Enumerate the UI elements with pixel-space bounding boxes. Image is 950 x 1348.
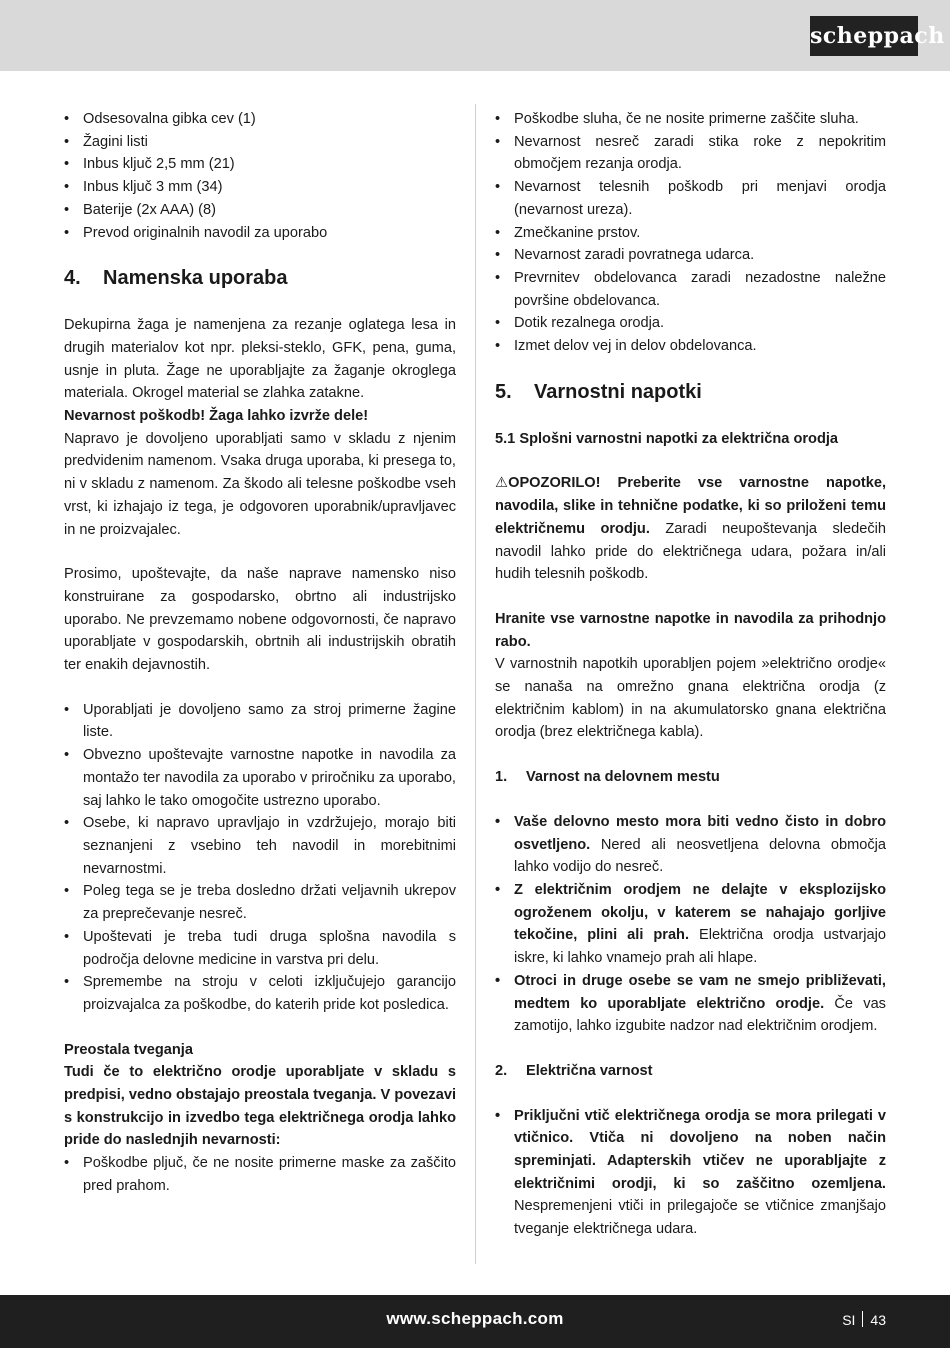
section-number: 5.: [495, 380, 512, 403]
list-item-normal: Če vas zamotijo, lahko izgubite nadzor nad električnim orodjem.: [514, 995, 886, 1035]
list-item: • Zmečkanine prstov.: [495, 222, 886, 245]
page-separator: [862, 1311, 863, 1327]
list-item: • Izmet delov vej in delov obdelovanca.: [495, 335, 886, 358]
paragraph: V varnostnih napotkih uporabljen pojem »električno orodje« se nanaša na omrežno gnana električna orodja (z električnim kablom) in na akumulatorsko gnana električna orodja (brez električnega kabla).: [495, 656, 886, 741]
list-item: • Prevrnitev obdelovanca zaradi nezadostne naležne površine obdelovanca.: [495, 267, 886, 312]
section-5-heading: [495, 380, 886, 404]
language-code: SI: [842, 1312, 856, 1328]
list-item-bold: Vaše delovno mesto mora biti vedno čisto in dobro osvetljeno.: [514, 813, 886, 853]
list-item: • Poleg tega se je treba dosledno držati veljavnih ukrepov za preprečevanje nesreč.: [64, 880, 456, 925]
list-item: • Inbus ključ 3 mm (34): [64, 176, 456, 199]
warning-text: Nevarnost poškodb! Žaga lahko izvrže dele!: [64, 408, 369, 425]
subsection-number: 1.: [495, 769, 508, 786]
list-item: • Prevod originalnih navodil za uporabo: [64, 222, 456, 245]
list-item: • Upoštevati je treba tudi druga splošna navodila s področja delovne medicine in varstva pri delu.: [64, 926, 456, 971]
page-indicator: [842, 1311, 886, 1328]
list-item: • Nevarnost nesreč zaradi stika roke z nepokritim območjem rezanja orodja.: [495, 131, 886, 176]
usage-list: [64, 699, 456, 1017]
electrical-safety-list: [495, 1105, 886, 1241]
subsection-1-heading: [495, 766, 886, 789]
section-title: Varnostni napotki: [534, 380, 702, 403]
risks-list-continued: [495, 108, 886, 358]
page-header: [0, 0, 950, 71]
subsection-title: Električna varnost: [526, 1062, 653, 1079]
brand-logo: scheppach: [810, 16, 918, 56]
section-number: 4.: [64, 267, 81, 290]
list-item: • Odsesovalna gibka cev (1): [64, 108, 456, 131]
page-number: 43: [870, 1312, 886, 1328]
right-column: [495, 108, 886, 1241]
warning-icon: ⚠: [495, 475, 509, 492]
residual-risks-title: Preostala tveganja: [64, 1041, 193, 1058]
residual-risks-text: Tudi če to električno orodje uporabljate v skladu s predpisi, vedno obstajajo preostala tveganja. V povezavi s konstrukcijo in izvedbo tega električnega orodja lahko pride do naslednjih nevarnosti:: [64, 1064, 456, 1149]
list-item: [495, 1105, 886, 1241]
list-item: • Uporabljati je dovoljeno samo za stroj primerne žagine liste.: [64, 699, 456, 744]
list-item-bold: Priključni vtič električnega orodja se mora prilegati v vtičnico. Vtiča ni dovoljeno na noben način spreminjati. Adapterskih vtičev ne uporabljajte z električnimi orodji, ki so zaščitno ozemljena.: [514, 1107, 886, 1192]
list-item: • Nevarnost zaradi povratnega udarca.: [495, 244, 886, 267]
risks-list: [64, 1152, 456, 1197]
list-item-normal: Nespremenjeni vtiči in prilegajoče se vtičnice zmanjšajo tveganje električnega udara.: [514, 1198, 886, 1238]
website-link[interactable]: www.scheppach.com: [386, 1309, 564, 1328]
subsection-number: 2.: [495, 1062, 508, 1079]
list-item: [495, 970, 886, 1038]
subsection-5-1-title: 5.1 Splošni varnostni napotki za električna orodja: [495, 430, 839, 447]
workplace-safety-list: [495, 811, 886, 1038]
list-item-bold: Z električnim orodjem ne delajte v eksplozijsko ogroženem okolju, v katerem se nahajajo gorljive tekočine, plini ali prah.: [514, 881, 886, 944]
list-item: [495, 879, 886, 970]
list-item: • Poškodbe sluha, če ne nosite primerne zaščite sluha.: [495, 108, 886, 131]
subsection-2-heading: [495, 1060, 886, 1083]
list-item: • Poškodbe pljuč, če ne nosite primerne maske za zaščito pred prahom.: [64, 1152, 456, 1197]
list-item: • Nevarnost telesnih poškodb pri menjavi orodja (nevarnost ureza).: [495, 176, 886, 221]
list-item: • Obvezno upoštevajte varnostne napotke in navodila za montažo ter navodila za uporabo v priročniku za uporabo, saj lahko le tako omogočite ustrezno uporabo.: [64, 744, 456, 812]
list-item: • Spremembe na stroju v celoti izključujejo garancijo proizvajalca za poškodbe, do katerih pride kot posledica.: [64, 971, 456, 1016]
page-footer: [0, 1295, 950, 1348]
warning-normal: Zaradi neupoštevanja sledečih navodil lahko pride do električnega udara, požara in/ali hudih telesnih poškodb.: [495, 520, 886, 583]
paragraph: Dekupirna žaga je namenjena za rezanje oglatega lesa in drugih materialov kot npr. pleksi-steklo, GFK, pena, guma, usnje in pluta. Žage ne uporabljajte za žaganje okroglega materiala. Okrogel material se zlahka zatakne.: [64, 317, 456, 402]
list-item: • Osebe, ki napravo upravljajo in vzdržujejo, morajo biti seznanjeni z vsebino teh navodil in morebitnimi nevarnostmi.: [64, 812, 456, 880]
list-item: • Inbus ključ 2,5 mm (21): [64, 153, 456, 176]
left-column: [64, 108, 456, 1198]
paragraph: Prosimo, upoštevajte, da naše naprave namensko niso konstruirane za gospodarsko, obrtno ali industrijsko uporabo. Ne prevzemamo nobene odgovornosti, če napravo uporabljate v gospodarskih, obrtnih ali industrijskih obratih ter enakih dejavnostih.: [64, 566, 456, 674]
keep-instructions-bold: Hranite vse varnostne napotke in navodila za prihodnjo rabo.: [495, 610, 886, 650]
paragraph: Napravo je dovoljeno uporabljati samo v skladu z njenim predvidenim namenom. Vsaka druga uporaba, ki presega to, ni v skladu z namenom. Za škodo ali telesne poškodbe vseh vrst, ki izhajajo iz tega, je odgovoren uporabnik/upravljavec in ne proizvajalec.: [64, 430, 456, 538]
list-item: [495, 811, 886, 879]
section-title: Namenska uporaba: [103, 267, 288, 290]
list-item: • Dotik rezalnega orodja.: [495, 312, 886, 335]
warning-bold: OPOZORILO! Preberite vse varnostne napotke, navodila, slike in tehnične podatke, ki so priloženi temu električnemu orodju.: [495, 475, 886, 537]
list-item-normal: Nered ali neosvetljena delovna območja lahko vodijo do nesreč.: [514, 836, 886, 876]
subsection-title: Varnost na delovnem mestu: [526, 769, 720, 786]
warning-paragraph: [495, 472, 886, 586]
list-item: • Žagini listi: [64, 131, 456, 154]
list-item-normal: Električna orodja ustvarjajo iskre, ki lahko vnamejo prah ali hlape.: [514, 927, 886, 967]
section-4-heading: [64, 266, 456, 290]
column-divider: [475, 104, 476, 1264]
list-item: • Baterije (2x AAA) (8): [64, 199, 456, 222]
delivery-list: [64, 108, 456, 244]
list-item-bold: Otroci in druge osebe se vam ne smejo približevati, medtem ko uporabljate električno orodje.: [514, 972, 886, 1012]
